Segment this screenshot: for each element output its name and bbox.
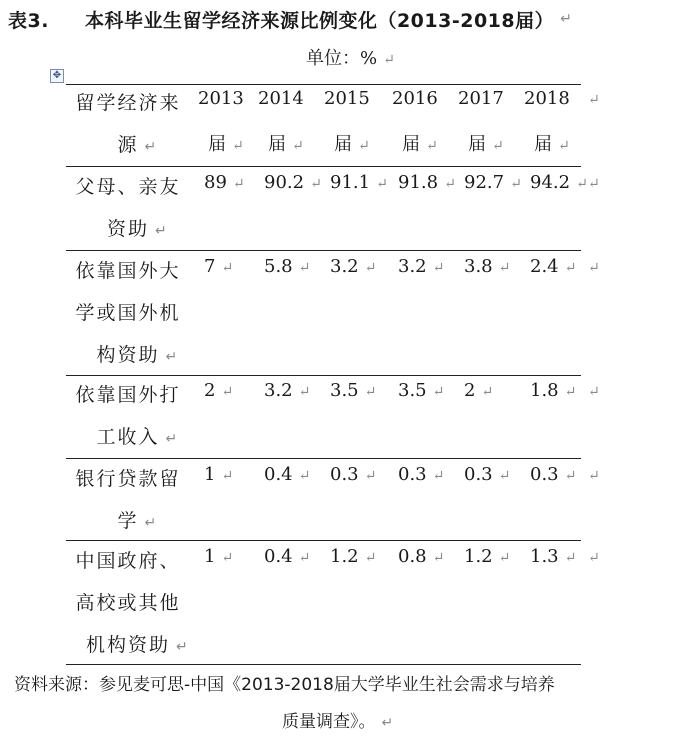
table-title bbox=[8, 4, 572, 34]
table-title-text: 本科毕业生留学经济来源比例变化（2013-2018届） bbox=[84, 9, 555, 32]
cell-mark: ↵ bbox=[558, 138, 570, 154]
source-line1: 资料来源：参见麦可思-中国《2013-2018届大学毕业生社会需求与培养 bbox=[14, 675, 555, 695]
table-cell: 92.7 ↵ bbox=[464, 172, 522, 193]
table-cell: 3.2 ↵ bbox=[398, 256, 445, 277]
row-label: 学 ↵ bbox=[117, 510, 159, 532]
table-cell: 0.4 ↵ bbox=[264, 546, 311, 567]
cell-mark: ↵ bbox=[298, 260, 311, 276]
header-year-suffix: 届 ↵ bbox=[208, 134, 244, 155]
cell-mark: ↵ bbox=[364, 384, 377, 400]
cell-mark: ↵ bbox=[292, 138, 304, 154]
header-year-suffix: 届 ↵ bbox=[402, 134, 438, 155]
row-label: 资助 ↵ bbox=[107, 218, 169, 240]
cell-mark: ↵ bbox=[481, 384, 494, 400]
row-end-mark bbox=[582, 256, 600, 277]
table-cell: 0.3 ↵ bbox=[398, 464, 445, 485]
cell-mark: ↵ bbox=[165, 431, 180, 447]
table-cell: 91.8 ↵ bbox=[398, 172, 456, 193]
cell-mark: ↵ bbox=[564, 260, 577, 276]
cell-mark: ↵ bbox=[510, 176, 522, 192]
row-end-mark bbox=[582, 546, 600, 567]
table-number: 表3. bbox=[8, 9, 49, 32]
table-cell: 1 ↵ bbox=[204, 546, 234, 567]
table-cell: 0.3 ↵ bbox=[530, 464, 577, 485]
table-rule bbox=[66, 84, 581, 85]
header-year: 2015 bbox=[324, 88, 370, 109]
cell-mark: ↵ bbox=[576, 176, 588, 192]
table-cell: 0.8 ↵ bbox=[398, 546, 445, 567]
row-label: 构资助 ↵ bbox=[96, 344, 180, 366]
cell-mark: ↵ bbox=[144, 515, 159, 531]
header-year: 2014 bbox=[258, 88, 304, 109]
table-cell: 3.5 ↵ bbox=[398, 380, 445, 401]
cell-mark: ↵ bbox=[232, 176, 245, 192]
cell-mark: ↵ bbox=[165, 349, 180, 365]
table-cell: 89 ↵ bbox=[204, 172, 245, 193]
cell-mark: ↵ bbox=[564, 384, 577, 400]
cell-mark: ↵ bbox=[588, 384, 600, 400]
header-year-suffix: 届 ↵ bbox=[268, 134, 304, 155]
cell-mark: ↵ bbox=[155, 223, 169, 239]
table-cell: 2 ↵ bbox=[464, 380, 494, 401]
row-label: 学或国外机 bbox=[75, 302, 181, 324]
unit-note bbox=[306, 44, 395, 70]
table-cell: 0.4 ↵ bbox=[264, 464, 311, 485]
table-rule bbox=[66, 540, 581, 541]
header-label: 留学经济来 bbox=[75, 92, 181, 114]
cell-mark: ↵ bbox=[498, 260, 511, 276]
row-end-mark bbox=[582, 464, 600, 485]
header-year: 2017 bbox=[458, 88, 504, 109]
cell-mark: ↵ bbox=[358, 138, 370, 154]
row-label: 中国政府、 bbox=[75, 550, 181, 572]
table-cell: 3.8 ↵ bbox=[464, 256, 511, 277]
header-year: 2013 bbox=[198, 88, 244, 109]
row-label: 机构资助 ↵ bbox=[86, 634, 190, 656]
header-year-suffix: 届 ↵ bbox=[334, 134, 370, 155]
table-cell: 1.8 ↵ bbox=[530, 380, 577, 401]
cell-mark: ↵ bbox=[432, 260, 445, 276]
cell-mark: ↵ bbox=[432, 550, 445, 566]
row-end-mark bbox=[582, 380, 600, 401]
row-label: 依靠国外打 bbox=[75, 384, 181, 406]
cell-mark: ↵ bbox=[298, 550, 311, 566]
table-cell: 2.4 ↵ bbox=[530, 256, 577, 277]
cell-mark: ↵ bbox=[426, 138, 438, 154]
table-cell: 1.2 ↵ bbox=[330, 546, 377, 567]
table-cell: 1.2 ↵ bbox=[464, 546, 511, 567]
paragraph-mark: ↵ bbox=[381, 715, 394, 731]
row-label: 依靠国外大 bbox=[75, 260, 181, 282]
header-label: 源 ↵ bbox=[117, 134, 159, 156]
cell-mark: ↵ bbox=[564, 550, 577, 566]
table-cell: 94.2 ↵ bbox=[530, 172, 588, 193]
cell-mark: ↵ bbox=[364, 260, 377, 276]
table-rule bbox=[66, 375, 581, 376]
table-cell: 90.2 ↵ bbox=[264, 172, 322, 193]
cell-mark: ↵ bbox=[298, 384, 311, 400]
table-cell: 3.2 ↵ bbox=[330, 256, 377, 277]
cell-mark: ↵ bbox=[444, 176, 456, 192]
table-cell: 2 ↵ bbox=[204, 380, 234, 401]
cell-mark: ↵ bbox=[144, 139, 159, 155]
cell-mark: ↵ bbox=[232, 138, 244, 154]
row-label: 工收入 ↵ bbox=[96, 426, 180, 448]
table-cell: 3.5 ↵ bbox=[330, 380, 377, 401]
table-cell: 3.2 ↵ bbox=[264, 380, 311, 401]
cell-mark: ↵ bbox=[432, 468, 445, 484]
table-cell: 0.3 ↵ bbox=[330, 464, 377, 485]
table-cell: 7 ↵ bbox=[204, 256, 234, 277]
table-rule bbox=[66, 664, 581, 665]
row-label: 父母、亲友 bbox=[75, 176, 181, 198]
cell-mark: ↵ bbox=[588, 468, 600, 484]
table-move-handle-icon[interactable]: ✥ bbox=[50, 69, 64, 83]
table-cell: 1 ↵ bbox=[204, 464, 234, 485]
header-year-suffix: 届 ↵ bbox=[468, 134, 504, 155]
row-end-mark bbox=[582, 88, 600, 109]
cell-mark: ↵ bbox=[492, 138, 504, 154]
paragraph-mark: ↵ bbox=[560, 11, 573, 27]
cell-mark: ↵ bbox=[588, 260, 600, 276]
table-cell: 1.3 ↵ bbox=[530, 546, 577, 567]
cell-mark: ↵ bbox=[176, 639, 190, 655]
table-cell: 91.1 ↵ bbox=[330, 172, 388, 193]
unit-text: 单位：% bbox=[306, 48, 378, 69]
cell-mark: ↵ bbox=[298, 468, 311, 484]
source-note-line2 bbox=[282, 707, 393, 732]
cell-mark: ↵ bbox=[588, 550, 600, 566]
cell-mark: ↵ bbox=[498, 468, 511, 484]
table-rule bbox=[66, 458, 581, 459]
cell-mark: ↵ bbox=[564, 468, 577, 484]
cell-mark: ↵ bbox=[221, 260, 234, 276]
cell-mark: ↵ bbox=[221, 550, 234, 566]
paragraph-mark: ↵ bbox=[383, 52, 395, 68]
cell-mark: ↵ bbox=[588, 92, 600, 108]
table-rule bbox=[66, 166, 581, 167]
row-label: 高校或其他 bbox=[75, 592, 181, 614]
cell-mark: ↵ bbox=[364, 550, 377, 566]
table-rule bbox=[66, 250, 581, 251]
header-year-suffix: 届 ↵ bbox=[534, 134, 570, 155]
cell-mark: ↵ bbox=[221, 384, 234, 400]
header-year: 2018 bbox=[524, 88, 570, 109]
row-end-mark bbox=[582, 172, 600, 193]
cell-mark: ↵ bbox=[588, 176, 600, 192]
header-year: 2016 bbox=[392, 88, 438, 109]
source-line2: 质量调查》。 bbox=[282, 712, 376, 732]
table-cell: 0.3 ↵ bbox=[464, 464, 511, 485]
cell-mark: ↵ bbox=[498, 550, 511, 566]
cell-mark: ↵ bbox=[432, 384, 445, 400]
cell-mark: ↵ bbox=[364, 468, 377, 484]
cell-mark: ↵ bbox=[376, 176, 388, 192]
cell-mark: ↵ bbox=[310, 176, 322, 192]
source-note-line1 bbox=[14, 670, 555, 695]
cell-mark: ↵ bbox=[221, 468, 234, 484]
table-cell: 5.8 ↵ bbox=[264, 256, 311, 277]
row-label: 银行贷款留 bbox=[75, 468, 181, 490]
